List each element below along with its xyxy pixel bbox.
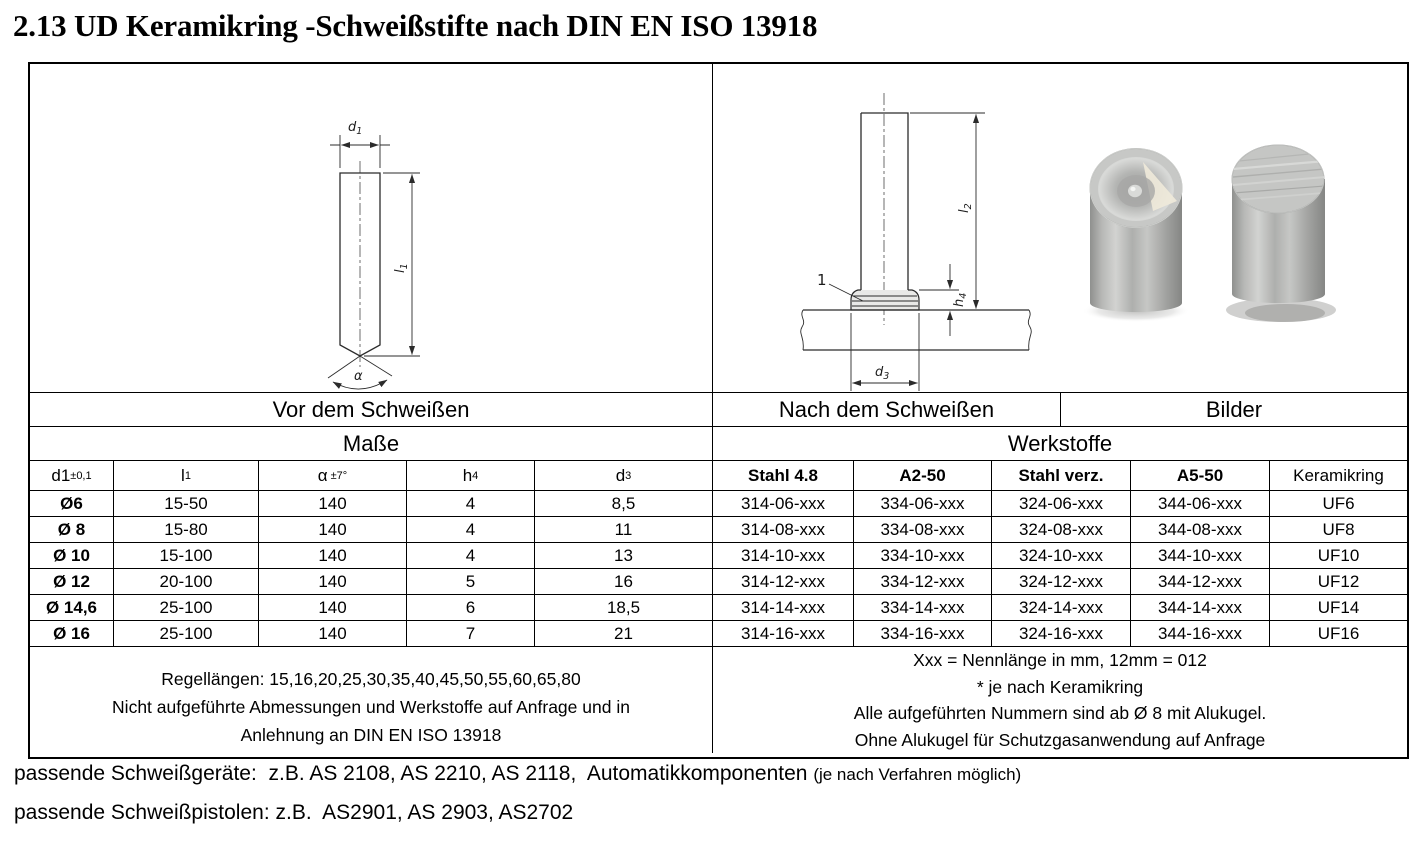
table-row <box>30 594 1407 620</box>
cell-d3: 21 <box>534 621 712 646</box>
group-dims: Maße <box>342 430 400 456</box>
cell-h4: 6 <box>406 595 534 620</box>
stud-photo-flat <box>1226 145 1336 322</box>
cell-stahlverz: 324-12-xxx <box>991 569 1130 594</box>
cell-l1: 15-50 <box>113 491 258 516</box>
cell-a250: 334-14-xxx <box>853 595 991 620</box>
ref-label-1: 1 <box>817 271 827 289</box>
cell-alpha: 140 <box>258 621 406 646</box>
dim-label-d3 <box>875 365 889 382</box>
dim-d3-base: d <box>875 365 884 380</box>
cell-h4: 4 <box>406 517 534 542</box>
col-header-l1 <box>113 461 258 490</box>
col-header-d3-base: d <box>615 465 626 485</box>
note-line: Nicht aufgeführte Abmessungen und Werkstoffe auf Anfrage und in <box>112 697 630 717</box>
stud-outline <box>340 173 380 356</box>
col-header-h4 <box>406 461 534 490</box>
section-images: Bilder <box>1060 393 1407 426</box>
cell-stahlverz: 324-14-xxx <box>991 595 1130 620</box>
cell-alpha: 140 <box>258 491 406 516</box>
col-header-h4-base: h <box>462 465 473 485</box>
matching-welders-text: passende Schweißgeräte: z.B. AS 2108, AS 2210, AS 2118, Automatikkomponenten <box>14 762 814 785</box>
dim-label-l1 <box>393 263 410 273</box>
note-line: Alle aufgeführten Nummern sind ab Ø 8 mit Alukugel. <box>853 703 1267 723</box>
col-header-d3-sub: 3 <box>625 469 632 482</box>
table-row <box>30 620 1407 646</box>
col-header-alpha <box>258 461 406 490</box>
col-header-d1 <box>30 461 113 490</box>
note-line: Regellängen: 15,16,20,25,30,35,40,45,50,55,60,65,80 <box>161 669 581 689</box>
drawing-after-cell <box>712 64 1407 392</box>
dim-label-l2 <box>957 203 974 213</box>
cell-l1: 15-100 <box>113 543 258 568</box>
note-line: Ohne Alukugel für Schutzgasanwendung auf Anfrage <box>854 729 1266 750</box>
col-header-l1-base: l <box>181 465 185 485</box>
dim-l1-sub: 1 <box>399 263 410 270</box>
cell-diameter: Ø 16 <box>53 623 90 643</box>
cell-h4: 5 <box>406 569 534 594</box>
dim-label-h4 <box>952 293 969 307</box>
table-row-groups <box>30 426 1407 460</box>
dim-l2-base: l <box>957 209 972 213</box>
cell-stahlverz: 324-16-xxx <box>991 621 1130 646</box>
cell-diameter: Ø 8 <box>57 519 86 539</box>
page-title: 2.13 UD Keramikring -Schweißstifte nach DIN EN ISO 13918 <box>13 8 818 43</box>
cell-keramikring: UF12 <box>1269 569 1407 594</box>
cell-diameter: Ø6 <box>60 493 83 513</box>
base-plate <box>803 310 1029 350</box>
cell-d3: 13 <box>534 543 712 568</box>
cell-h4: 4 <box>406 491 534 516</box>
cell-keramikring: UF16 <box>1269 621 1407 646</box>
cell-d3: 16 <box>534 569 712 594</box>
cell-stahl48: 314-14-xxx <box>712 595 853 620</box>
col-header-alpha-sub: ±7° <box>330 469 348 482</box>
cell-a550: 344-12-xxx <box>1130 569 1269 594</box>
table-row-colheads <box>30 460 1407 490</box>
cell-keramikring: UF6 <box>1269 491 1407 516</box>
note-line: Anlehnung an DIN EN ISO 13918 <box>240 725 502 745</box>
dim-h4-base: h <box>952 298 967 307</box>
col-header-stahl48: Stahl 4.8 <box>712 461 853 490</box>
group-materials: Werkstoffe <box>712 427 1407 460</box>
cell-diameter: Ø 10 <box>53 545 90 565</box>
stud-photo-pointed <box>1082 149 1190 323</box>
before-welding-drawing <box>30 65 712 391</box>
cell-l1: 15-80 <box>113 517 258 542</box>
cell-alpha: 140 <box>258 517 406 542</box>
matching-guns-line <box>14 801 573 825</box>
cell-keramikring: UF14 <box>1269 595 1407 620</box>
dim-l2-sub: 2 <box>963 203 974 210</box>
cell-a550: 344-16-xxx <box>1130 621 1269 646</box>
dim-h4-sub: 4 <box>958 292 969 299</box>
dim-label-d1 <box>348 120 362 137</box>
section-before: Vor dem Schweißen <box>272 396 470 422</box>
drawing-before-cell <box>30 64 712 392</box>
notes-left <box>30 647 712 753</box>
cell-stahlverz: 324-06-xxx <box>991 491 1130 516</box>
product-table <box>28 62 1409 759</box>
matching-welders-line <box>14 762 1021 786</box>
table-row <box>30 516 1407 542</box>
dim-d1-sub: 1 <box>356 126 363 137</box>
table-row-notes <box>30 646 1407 753</box>
dim-label-alpha <box>354 369 363 384</box>
cell-a250: 334-16-xxx <box>853 621 991 646</box>
cell-stahlverz: 324-10-xxx <box>991 543 1130 568</box>
cell-alpha: 140 <box>258 595 406 620</box>
cell-stahlverz: 324-08-xxx <box>991 517 1130 542</box>
table-row-sections <box>30 392 1407 426</box>
cell-l1: 25-100 <box>113 595 258 620</box>
cell-a550: 344-10-xxx <box>1130 543 1269 568</box>
cell-l1: 20-100 <box>113 569 258 594</box>
col-header-stahlverz: Stahl verz. <box>991 461 1130 490</box>
cell-a250: 334-06-xxx <box>853 491 991 516</box>
cell-a550: 344-08-xxx <box>1130 517 1269 542</box>
cell-stahl48: 314-10-xxx <box>712 543 853 568</box>
table-row <box>30 542 1407 568</box>
cell-a550: 344-14-xxx <box>1130 595 1269 620</box>
cell-d3: 18,5 <box>534 595 712 620</box>
table-row <box>30 568 1407 594</box>
cell-a550: 344-06-xxx <box>1130 491 1269 516</box>
note-line: * je nach Keramikring <box>976 676 1144 697</box>
table-row-images <box>30 64 1407 392</box>
dim-d3-sub: 3 <box>883 371 890 382</box>
cell-a250: 334-12-xxx <box>853 569 991 594</box>
col-header-keramikring: Keramikring <box>1269 461 1407 490</box>
dim-d1-base: d <box>348 120 357 135</box>
col-header-h4-sub: 4 <box>472 469 479 482</box>
col-header-d3 <box>534 461 712 490</box>
cell-a250: 334-10-xxx <box>853 543 991 568</box>
cell-keramikring: UF10 <box>1269 543 1407 568</box>
cell-d3: 11 <box>534 517 712 542</box>
dim-l1-base: l <box>393 269 408 273</box>
col-header-alpha-base: α <box>317 465 328 485</box>
col-header-l1-sub: 1 <box>184 469 191 482</box>
cell-diameter: Ø 12 <box>53 571 90 591</box>
col-header-d1-sub: ±0,1 <box>70 469 92 482</box>
cell-alpha: 140 <box>258 569 406 594</box>
matching-welders-note: (je nach Verfahren möglich) <box>813 765 1022 784</box>
col-header-d1-base: d1 <box>51 465 71 485</box>
cell-keramikring: UF8 <box>1269 517 1407 542</box>
cell-stahl48: 314-16-xxx <box>712 621 853 646</box>
cell-stahl48: 314-12-xxx <box>712 569 853 594</box>
stud-shaft-outline <box>861 113 908 290</box>
notes-right <box>712 647 1407 753</box>
cell-stahl48: 314-06-xxx <box>712 491 853 516</box>
cell-diameter: Ø 14,6 <box>45 597 98 617</box>
matching-guns-text: passende Schweißpistolen: z.B. AS2901, AS 2903, AS2702 <box>14 801 574 824</box>
after-welding-drawing-and-photos <box>713 65 1407 391</box>
cell-alpha: 140 <box>258 543 406 568</box>
cell-stahl48: 314-08-xxx <box>712 517 853 542</box>
dim-alpha: α <box>354 369 363 384</box>
col-header-a550: A5-50 <box>1130 461 1269 490</box>
note-line: Xxx = Nennlänge in mm, 12mm = 012 <box>913 650 1207 670</box>
section-after: Nach dem Schweißen <box>712 393 1060 426</box>
table-row <box>30 490 1407 516</box>
cell-d3: 8,5 <box>534 491 712 516</box>
cell-a250: 334-08-xxx <box>853 517 991 542</box>
cell-l1: 25-100 <box>113 621 258 646</box>
cell-h4: 7 <box>406 621 534 646</box>
cell-h4: 4 <box>406 543 534 568</box>
col-header-a250: A2-50 <box>853 461 991 490</box>
